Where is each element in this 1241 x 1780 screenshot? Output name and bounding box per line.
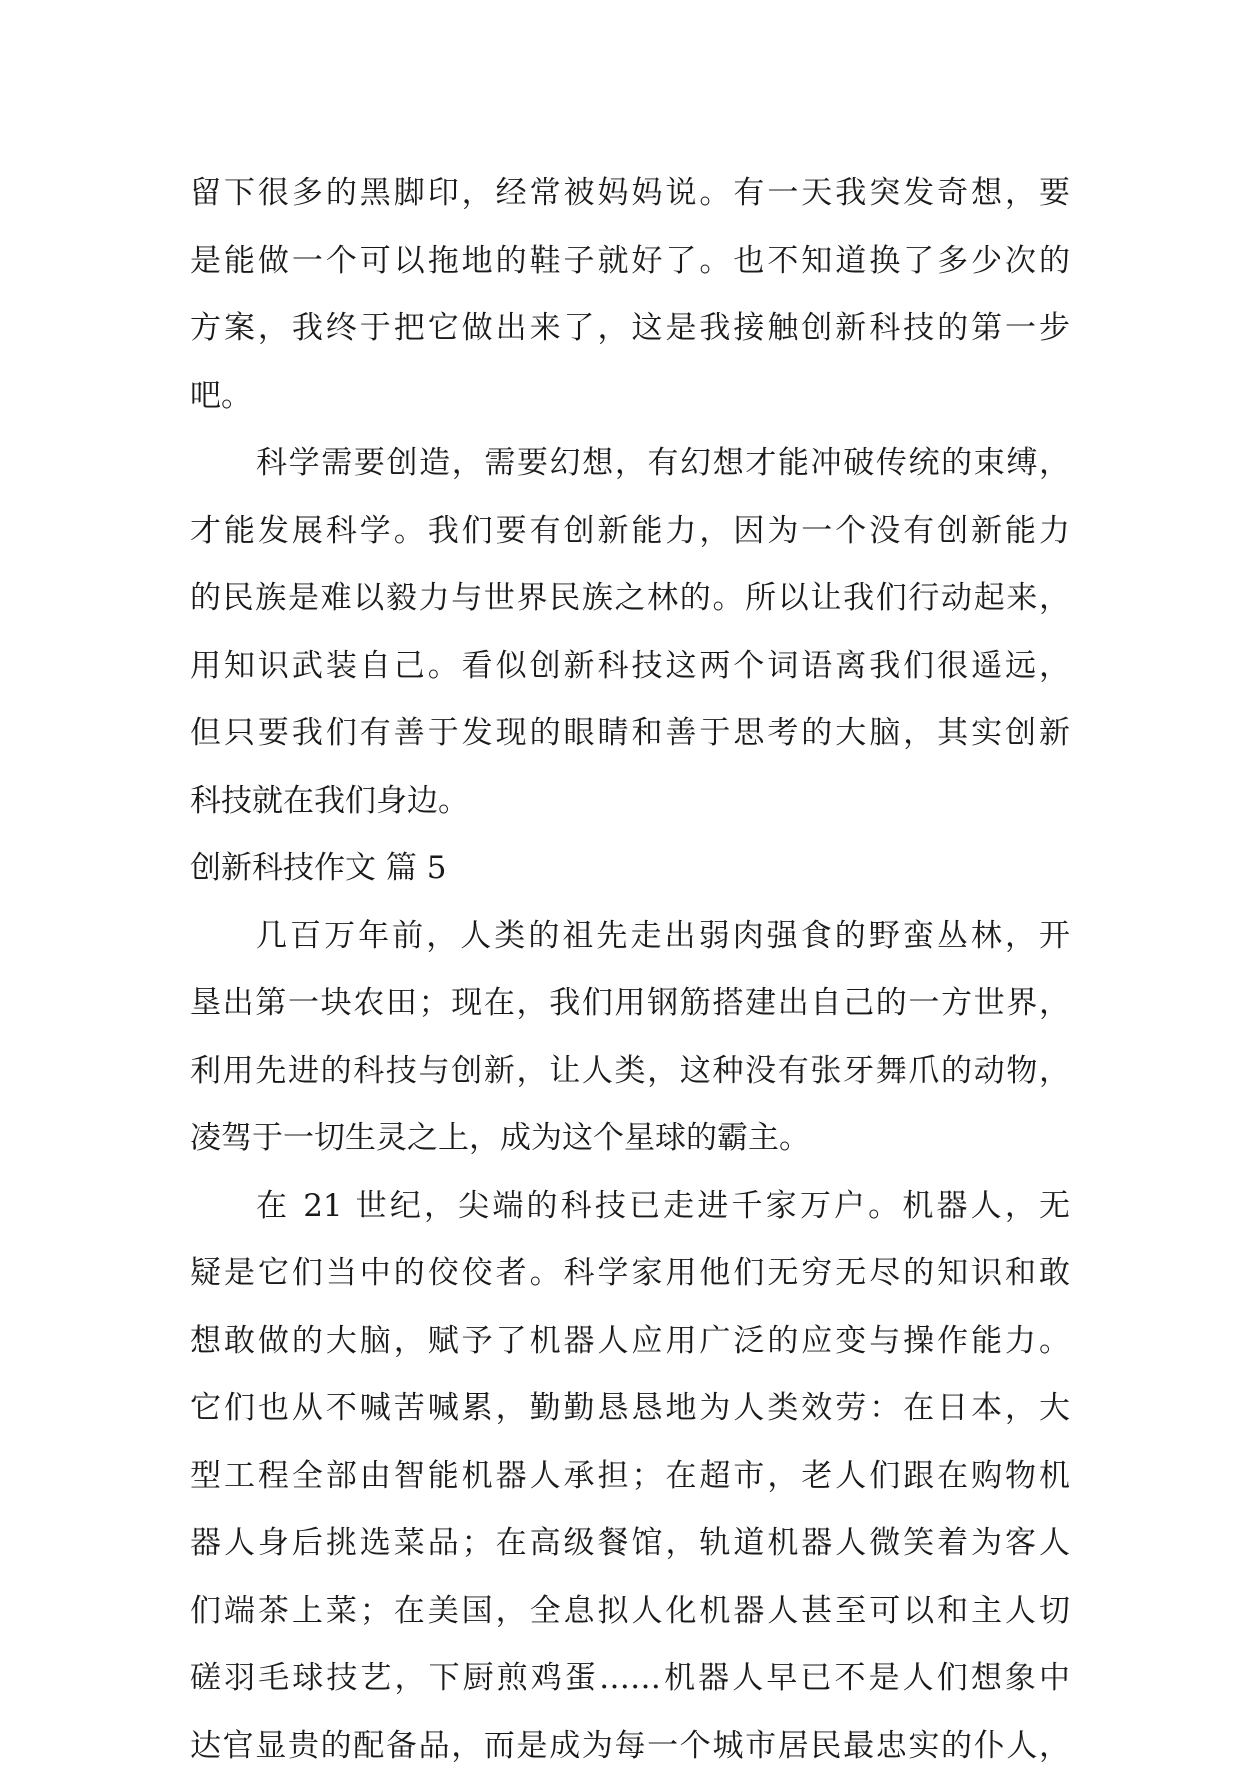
text-line: 垦出第一块农田；现在，我们用钢筋搭建出自己的一方世界， [190,970,1070,1038]
text-line: 科技就在我们身边。 [190,768,1070,836]
paragraph [190,160,1070,430]
text-line: 几百万年前，人类的祖先走出弱肉强食的野蛮丛林，开 [190,903,1070,971]
paragraph [190,1173,1070,1780]
text-line: 想敢做的大脑，赋予了机器人应用广泛的应变与操作能力。 [190,1308,1070,1376]
text-line: 的民族是难以毅力与世界民族之林的。所以让我们行动起来， [190,565,1070,633]
paragraph [190,430,1070,835]
text-line: 留下很多的黑脚印，经常被妈妈说。有一天我突发奇想，要 [190,160,1070,228]
text-line: 在 21 世纪，尖端的科技已走进千家万户。机器人，无 [190,1173,1070,1241]
text-line: 吧。 [190,363,1070,431]
text-line: 科学需要创造，需要幻想，有幻想才能冲破传统的束缚， [190,430,1070,498]
paragraph [190,903,1070,1173]
text-line: 器人身后挑选菜品；在高级餐馆，轨道机器人微笑着为客人 [190,1510,1070,1578]
text-line: 磋羽毛球技艺，下厨煎鸡蛋……机器人早已不是人们想象中 [190,1645,1070,1713]
text-line: 它们也从不喊苦喊累，勤勤恳恳地为人类效劳：在日本，大 [190,1375,1070,1443]
text-line: 才能发展科学。我们要有创新能力，因为一个没有创新能力 [190,498,1070,566]
text-line: 们端茶上菜；在美国，全息拟人化机器人甚至可以和主人切 [190,1578,1070,1646]
document-page [190,160,1070,1780]
text-line: 型工程全部由智能机器人承担；在超市，老人们跟在购物机 [190,1443,1070,1511]
text-line: 达官显贵的配备品，而是成为每一个城市居民最忠实的仆人， [190,1713,1070,1780]
text-line: 方案，我终于把它做出来了，这是我接触创新科技的第一步 [190,295,1070,363]
text-line: 但只要我们有善于发现的眼睛和善于思考的大脑，其实创新 [190,700,1070,768]
section-heading: 创新科技作文 篇 5 [190,835,1070,903]
text-line: 是能做一个可以拖地的鞋子就好了。也不知道换了多少次的 [190,228,1070,296]
text-line: 凌驾于一切生灵之上，成为这个星球的霸主。 [190,1105,1070,1173]
text-line: 利用先进的科技与创新，让人类，这种没有张牙舞爪的动物， [190,1038,1070,1106]
text-line: 用知识武装自己。看似创新科技这两个词语离我们很遥远， [190,633,1070,701]
text-line: 疑是它们当中的佼佼者。科学家用他们无穷无尽的知识和敢 [190,1240,1070,1308]
